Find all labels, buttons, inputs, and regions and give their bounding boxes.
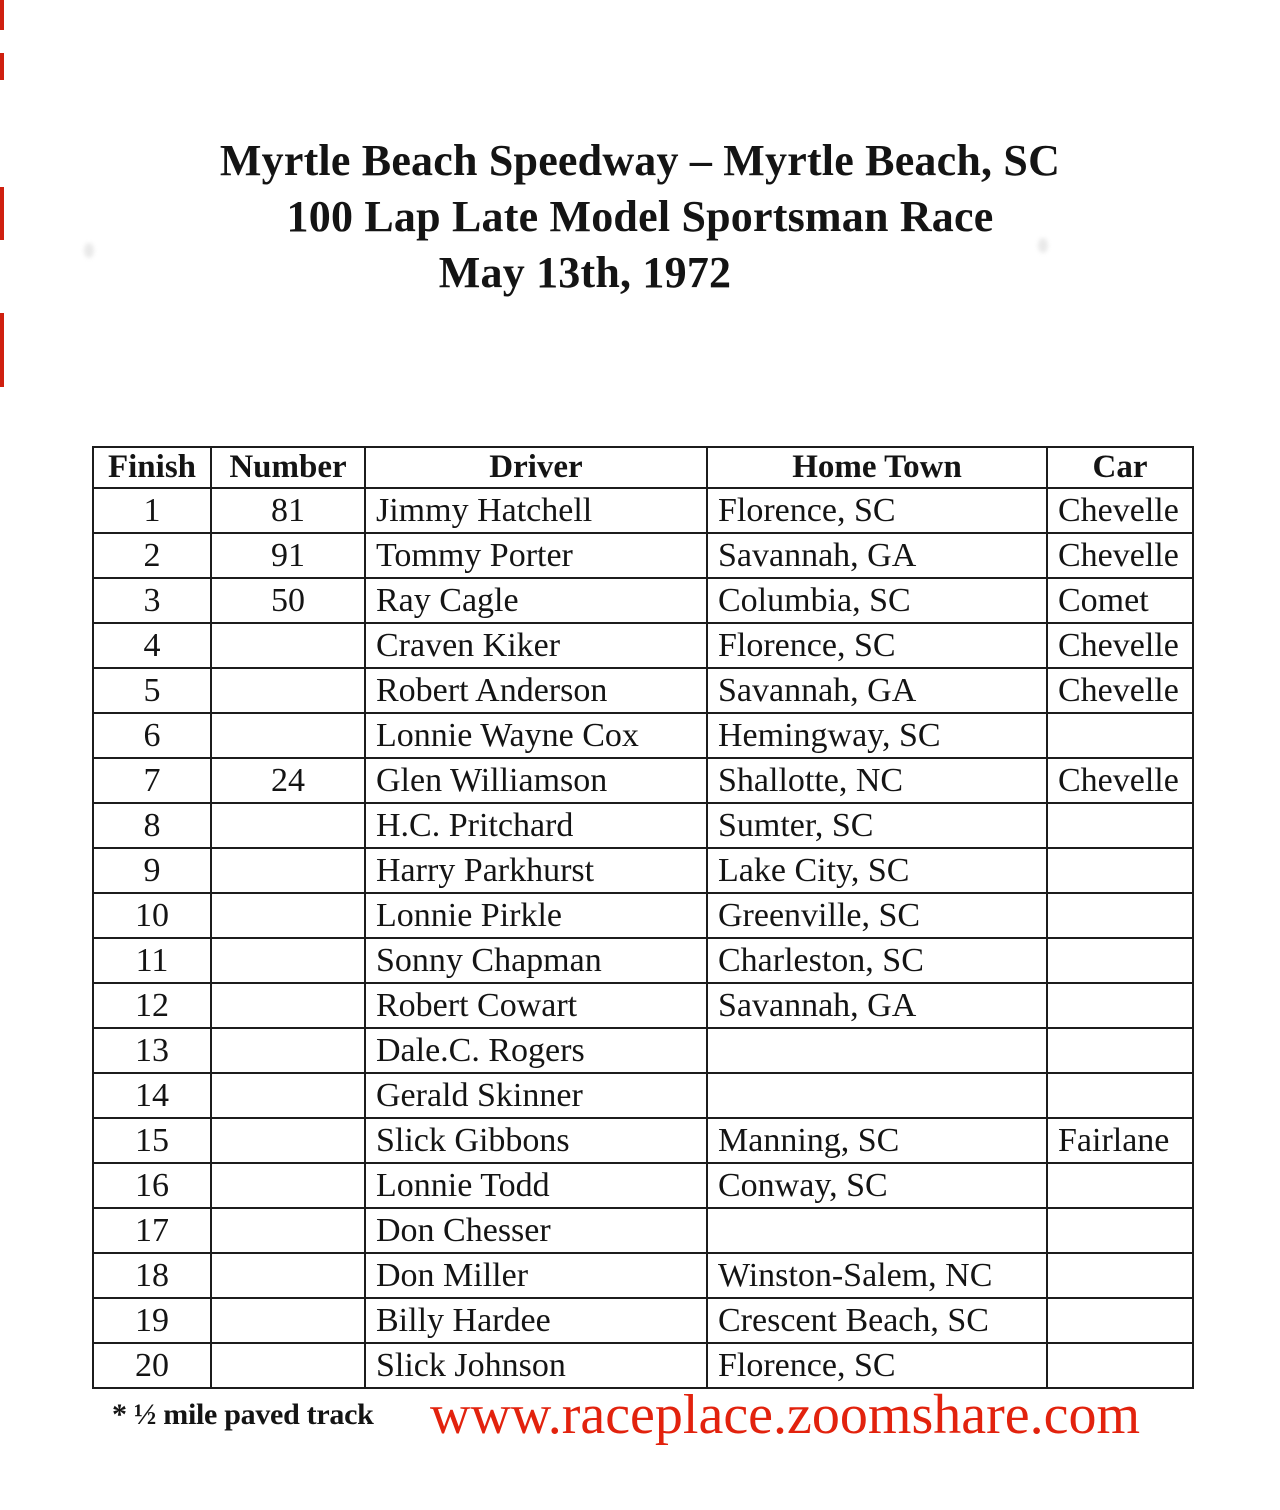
- finish-cell: 17: [93, 1208, 211, 1253]
- table-row: [93, 848, 1193, 893]
- hometown-cell: Greenville, SC: [707, 893, 1047, 938]
- hometown-cell: Columbia, SC: [707, 578, 1047, 623]
- car-cell: [1047, 1298, 1193, 1343]
- hometown-cell: Sumter, SC: [707, 803, 1047, 848]
- title-line-track: Myrtle Beach Speedway – Myrtle Beach, SC: [219, 136, 1061, 185]
- finish-cell: 12: [93, 983, 211, 1028]
- table-row: [93, 1298, 1193, 1343]
- header-row: [93, 447, 1193, 488]
- track-length-note: * ½ mile paved track: [112, 1398, 374, 1431]
- number-cell: [211, 1208, 365, 1253]
- car-column-header: Car: [1047, 447, 1193, 488]
- driver-column-header: Driver: [365, 447, 707, 488]
- table-row: [93, 488, 1193, 533]
- number-cell: [211, 938, 365, 983]
- number-cell: [211, 803, 365, 848]
- table-row: [93, 803, 1193, 848]
- finish-cell: 11: [93, 938, 211, 983]
- number-cell: [211, 623, 365, 668]
- finish-cell: 3: [93, 578, 211, 623]
- number-cell: [211, 983, 365, 1028]
- number-cell: 50: [211, 578, 365, 623]
- table-row: [93, 893, 1193, 938]
- car-cell: Comet: [1047, 578, 1193, 623]
- scan-edge-mark: [0, 53, 4, 80]
- car-cell: Chevelle: [1047, 488, 1193, 533]
- hometown-cell: [707, 1028, 1047, 1073]
- car-cell: [1047, 983, 1193, 1028]
- number-cell: [211, 1028, 365, 1073]
- driver-cell: Slick Gibbons: [365, 1118, 707, 1163]
- table-row: [93, 1163, 1193, 1208]
- car-cell: [1047, 848, 1193, 893]
- driver-cell: Craven Kiker: [365, 623, 707, 668]
- results-table-body: [93, 488, 1193, 1388]
- car-cell: Fairlane: [1047, 1118, 1193, 1163]
- driver-cell: Gerald Skinner: [365, 1073, 707, 1118]
- title-line-race: 100 Lap Late Model Sportsman Race: [286, 192, 994, 241]
- hometown-cell: Florence, SC: [707, 488, 1047, 533]
- source-watermark-url: www.raceplace.zoomshare.com: [430, 1384, 1141, 1446]
- car-cell: Chevelle: [1047, 668, 1193, 713]
- driver-cell: Lonnie Wayne Cox: [365, 713, 707, 758]
- table-row: [93, 533, 1193, 578]
- driver-cell: Robert Cowart: [365, 983, 707, 1028]
- hometown-cell: Lake City, SC: [707, 848, 1047, 893]
- table-row: [93, 713, 1193, 758]
- finish-cell: 20: [93, 1343, 211, 1388]
- hometown-cell: Shallotte, NC: [707, 758, 1047, 803]
- finish-cell: 1: [93, 488, 211, 533]
- table-row: [93, 938, 1193, 983]
- car-cell: Chevelle: [1047, 623, 1193, 668]
- hometown-cell: Charleston, SC: [707, 938, 1047, 983]
- finish-cell: 2: [93, 533, 211, 578]
- race-results-table: [92, 446, 1194, 1389]
- number-cell: [211, 1298, 365, 1343]
- finish-cell: 19: [93, 1298, 211, 1343]
- hometown-cell: Florence, SC: [707, 1343, 1047, 1388]
- driver-cell: Tommy Porter: [365, 533, 707, 578]
- table-row: [93, 1118, 1193, 1163]
- finish-cell: 16: [93, 1163, 211, 1208]
- table-row: [93, 1073, 1193, 1118]
- table-row: [93, 578, 1193, 623]
- finish-cell: 15: [93, 1118, 211, 1163]
- number-cell: [211, 1343, 365, 1388]
- finish-cell: 7: [93, 758, 211, 803]
- table-row: [93, 1343, 1193, 1388]
- car-cell: [1047, 713, 1193, 758]
- number-cell: [211, 1163, 365, 1208]
- number-cell: [211, 1118, 365, 1163]
- number-cell: [211, 848, 365, 893]
- hometown-cell: [707, 1073, 1047, 1118]
- table-row: [93, 1208, 1193, 1253]
- hometown-cell: Manning, SC: [707, 1118, 1047, 1163]
- hometown-cell: Hemingway, SC: [707, 713, 1047, 758]
- finish-cell: 10: [93, 893, 211, 938]
- driver-cell: Slick Johnson: [365, 1343, 707, 1388]
- driver-cell: Harry Parkhurst: [365, 848, 707, 893]
- number-cell: [211, 713, 365, 758]
- scan-edge-mark: [0, 0, 4, 30]
- driver-cell: Ray Cagle: [365, 578, 707, 623]
- finish-cell: 9: [93, 848, 211, 893]
- finish-cell: 8: [93, 803, 211, 848]
- table-row: [93, 623, 1193, 668]
- title-line-date: May 13th, 1972: [438, 248, 732, 297]
- hometown-cell: Winston-Salem, NC: [707, 1253, 1047, 1298]
- finish-cell: 18: [93, 1253, 211, 1298]
- car-cell: [1047, 1253, 1193, 1298]
- car-cell: [1047, 803, 1193, 848]
- car-cell: Chevelle: [1047, 758, 1193, 803]
- finish-cell: 13: [93, 1028, 211, 1073]
- hometown-cell: Savannah, GA: [707, 983, 1047, 1028]
- driver-cell: Sonny Chapman: [365, 938, 707, 983]
- scan-edge-mark: [0, 313, 4, 387]
- driver-cell: Robert Anderson: [365, 668, 707, 713]
- number-column-header: Number: [211, 447, 365, 488]
- number-cell: [211, 893, 365, 938]
- finish-cell: 14: [93, 1073, 211, 1118]
- document-title: [0, 133, 1280, 301]
- number-cell: 81: [211, 488, 365, 533]
- finish-column-header: Finish: [93, 447, 211, 488]
- finish-cell: 6: [93, 713, 211, 758]
- driver-cell: Lonnie Pirkle: [365, 893, 707, 938]
- driver-cell: Lonnie Todd: [365, 1163, 707, 1208]
- car-cell: [1047, 938, 1193, 983]
- hometown-cell: Savannah, GA: [707, 668, 1047, 713]
- number-cell: [211, 1073, 365, 1118]
- results-table-header: [93, 447, 1193, 488]
- driver-cell: H.C. Pritchard: [365, 803, 707, 848]
- number-cell: 24: [211, 758, 365, 803]
- driver-cell: Dale.C. Rogers: [365, 1028, 707, 1073]
- finish-cell: 4: [93, 623, 211, 668]
- car-cell: [1047, 1028, 1193, 1073]
- finish-cell: 5: [93, 668, 211, 713]
- number-cell: [211, 668, 365, 713]
- car-cell: [1047, 893, 1193, 938]
- table-row: [93, 668, 1193, 713]
- car-cell: [1047, 1073, 1193, 1118]
- hometown-column-header: Home Town: [707, 447, 1047, 488]
- driver-cell: Glen Williamson: [365, 758, 707, 803]
- hometown-cell: [707, 1208, 1047, 1253]
- driver-cell: Jimmy Hatchell: [365, 488, 707, 533]
- hometown-cell: Florence, SC: [707, 623, 1047, 668]
- car-cell: Chevelle: [1047, 533, 1193, 578]
- table-row: [93, 983, 1193, 1028]
- table-row: [93, 758, 1193, 803]
- car-cell: [1047, 1163, 1193, 1208]
- hometown-cell: Crescent Beach, SC: [707, 1298, 1047, 1343]
- table-row: [93, 1028, 1193, 1073]
- hometown-cell: Conway, SC: [707, 1163, 1047, 1208]
- driver-cell: Don Miller: [365, 1253, 707, 1298]
- table-row: [93, 1253, 1193, 1298]
- number-cell: [211, 1253, 365, 1298]
- driver-cell: Don Chesser: [365, 1208, 707, 1253]
- hometown-cell: Savannah, GA: [707, 533, 1047, 578]
- driver-cell: Billy Hardee: [365, 1298, 707, 1343]
- car-cell: [1047, 1208, 1193, 1253]
- number-cell: 91: [211, 533, 365, 578]
- car-cell: [1047, 1343, 1193, 1388]
